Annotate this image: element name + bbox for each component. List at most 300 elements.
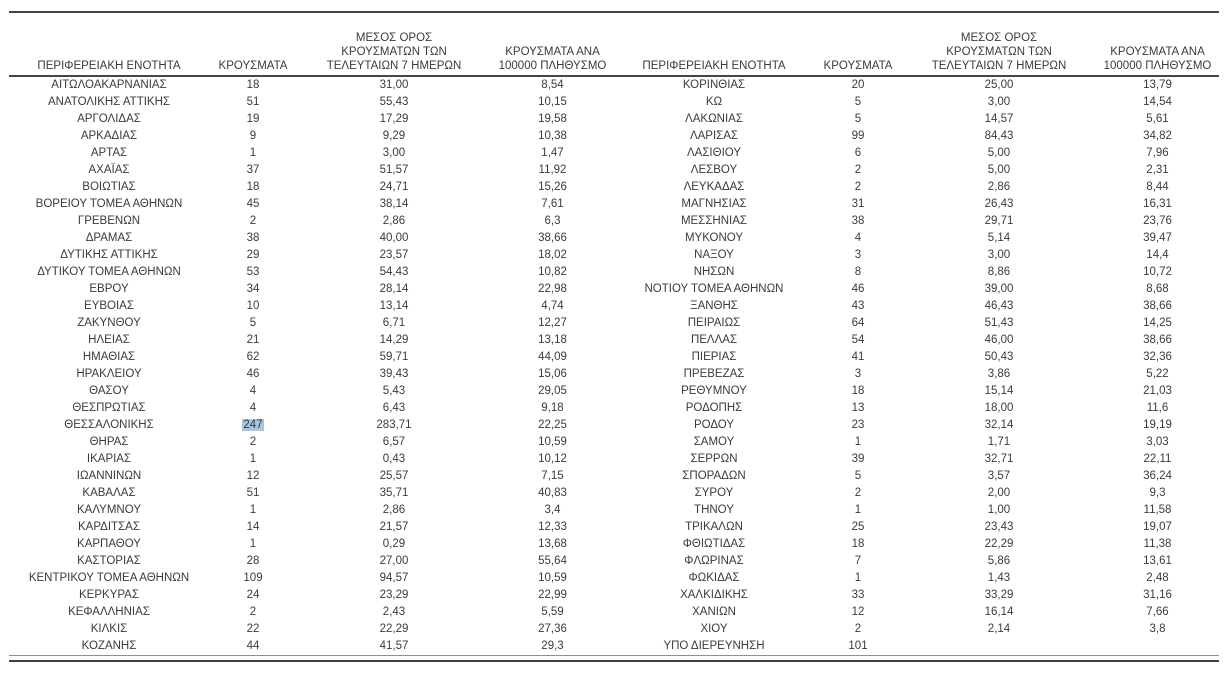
cases-cell: 18	[246, 181, 260, 193]
region-cell: ΚΙΛΚΙΣ	[90, 623, 128, 635]
avg7-cell: 8,86	[987, 266, 1011, 278]
per100k-cell: 10,12	[538, 453, 567, 465]
region-cell: ΦΘΙΩΤΙΔΑΣ	[682, 538, 746, 550]
avg7-cell: 50,43	[984, 351, 1014, 363]
region-cell: ΑΙΤΩΛΟΑΚΑΡΝΑΝΙΑΣ	[51, 79, 167, 91]
region-cell: ΛΑΡΙΣΑΣ	[689, 130, 739, 142]
per100k-cell: 2,31	[1146, 164, 1169, 176]
region-cell: ΑΡΓΟΛΙΔΑΣ	[77, 113, 141, 125]
table-row	[614, 587, 1219, 604]
per100k-cell: 1,47	[541, 147, 564, 159]
cases-cell: 41	[851, 351, 865, 363]
region-cell: ΠΙΕΡΙΑΣ	[691, 351, 737, 363]
per100k-cell: 19,07	[1143, 521, 1172, 533]
table-row	[9, 485, 614, 502]
region-cell: ΚΑΡΠΑΘΟΥ	[77, 538, 141, 550]
table-row	[614, 315, 1219, 332]
table-row	[614, 502, 1219, 519]
per100k-cell: 3,03	[1146, 436, 1169, 448]
avg7-cell: 21,57	[379, 521, 409, 533]
cases-cell: 44	[246, 640, 260, 652]
region-cell: ΚΑΣΤΟΡΙΑΣ	[77, 555, 141, 567]
region-cell: ΝΗΣΩΝ	[693, 266, 735, 278]
cases-cell: 6	[854, 147, 862, 159]
region-cell: ΙΩΑΝΝΙΝΩΝ	[76, 470, 142, 482]
per100k-cell	[1096, 638, 1219, 656]
per100k-cell: 22,99	[538, 589, 567, 601]
avg7-cell: 22,29	[379, 623, 409, 635]
table-row	[614, 281, 1219, 298]
cases-cell: 64	[851, 317, 865, 329]
regional-cases-table-right	[614, 13, 1219, 656]
per100k-cell: 9,3	[1149, 487, 1166, 499]
region-cell: ΚΟΡΙΝΘΙΑΣ	[682, 79, 746, 91]
region-cell: ΦΛΩΡΙΝΑΣ	[684, 555, 744, 567]
per100k-cell: 11,58	[1143, 504, 1172, 516]
region-cell: ΚΕΦΑΛΛΗΝΙΑΣ	[68, 606, 150, 618]
region-cell: ΣΠΟΡΑΔΩΝ	[682, 470, 746, 482]
per100k-cell: 29,3	[541, 640, 564, 652]
table-row	[9, 621, 614, 638]
avg7-cell: 41,57	[379, 640, 409, 652]
cases-cell: 51	[246, 487, 260, 499]
table-row	[9, 417, 614, 434]
cases-cell: 37	[246, 164, 260, 176]
table-row	[9, 434, 614, 451]
table-row	[9, 468, 614, 485]
per100k-cell: 10,15	[538, 96, 567, 108]
region-cell: ΛΕΥΚΑΔΑΣ	[683, 181, 745, 193]
avg7-cell: 32,71	[984, 453, 1014, 465]
cases-cell: 18	[246, 79, 260, 91]
table-header-left	[9, 13, 614, 76]
per100k-cell: 55,64	[538, 555, 567, 567]
avg7-cell: 27,00	[379, 555, 409, 567]
avg7-cell: 2,86	[382, 504, 406, 516]
avg7-cell: 1,43	[987, 572, 1011, 584]
avg7-cell: 23,29	[379, 589, 409, 601]
table-row	[614, 111, 1219, 128]
column-header-per100k: ΚΡΟΥΣΜΑΤΑ ΑΝΑ 100000 ΠΛΗΘΥΣΜΟ	[1096, 13, 1219, 76]
region-cell: ΗΛΕΙΑΣ	[88, 334, 130, 346]
cases-cell: 1	[854, 504, 862, 516]
cases-cell	[209, 417, 297, 434]
region-cell: ΝΟΤΙΟΥ ΤΟΜΕΑ ΑΘΗΝΩΝ	[644, 283, 784, 295]
per100k-cell: 4,74	[541, 300, 564, 312]
per100k-cell: 10,59	[538, 572, 567, 584]
region-cell: ΡΟΔΟΥ	[693, 419, 735, 431]
table-row	[9, 570, 614, 587]
avg7-cell: 40,00	[379, 232, 409, 244]
region-cell: ΑΡΤΑΣ	[90, 147, 128, 159]
per100k-cell: 19,58	[538, 113, 567, 125]
cases-cell: 24	[246, 589, 260, 601]
region-cell: ΘΕΣΣΑΛΟΝΙΚΗΣ	[64, 419, 154, 431]
avg7-cell: 2,43	[382, 606, 406, 618]
table-row	[614, 264, 1219, 281]
table-row	[9, 230, 614, 247]
avg7-cell: 2,00	[987, 487, 1011, 499]
avg7-cell: 17,29	[379, 113, 409, 125]
cases-cell: 29	[246, 249, 260, 261]
table-row	[9, 315, 614, 332]
per100k-cell: 22,98	[538, 283, 567, 295]
per100k-cell: 27,36	[538, 623, 567, 635]
avg7-cell: 26,43	[984, 198, 1014, 210]
table-row	[614, 76, 1219, 94]
table-row	[614, 519, 1219, 536]
table-row	[614, 536, 1219, 553]
avg7-cell: 14,29	[379, 334, 409, 346]
region-cell: ΔΥΤΙΚΗΣ ΑΤΤΙΚΗΣ	[60, 249, 158, 261]
avg7-cell: 1,71	[987, 436, 1011, 448]
regional-cases-table-sheet	[9, 11, 1219, 662]
table-row	[614, 162, 1219, 179]
region-cell: ΝΑΞΟΥ	[694, 249, 734, 261]
region-cell: ΑΝΑΤΟΛΙΚΗΣ ΑΤΤΙΚΗΣ	[47, 96, 170, 108]
region-cell: ΜΥΚΟΝΟΥ	[684, 232, 744, 244]
table-header-right	[614, 13, 1219, 76]
avg7-cell: 13,14	[379, 300, 409, 312]
per100k-cell: 13,68	[538, 538, 567, 550]
region-cell: ΜΕΣΣΗΝΙΑΣ	[680, 215, 748, 227]
avg7-cell: 3,86	[987, 368, 1011, 380]
avg7-cell: 22,29	[984, 538, 1014, 550]
cases-cell: 43	[851, 300, 865, 312]
table-row	[614, 383, 1219, 400]
avg7-cell: 283,71	[376, 419, 412, 431]
region-cell: ΖΑΚΥΝΘΟΥ	[77, 317, 141, 329]
cases-cell: 99	[851, 130, 865, 142]
table-row	[9, 179, 614, 196]
column-header-per100k: ΚΡΟΥΣΜΑΤΑ ΑΝΑ 100000 ΠΛΗΘΥΣΜΟ	[491, 13, 614, 76]
avg7-cell: 2,14	[987, 623, 1011, 635]
per100k-cell: 7,15	[541, 470, 564, 482]
per100k-cell: 11,6	[1146, 402, 1169, 414]
table-row	[9, 196, 614, 213]
per100k-cell: 22,11	[1143, 453, 1172, 465]
cases-cell: 2	[854, 487, 862, 499]
table-row	[614, 332, 1219, 349]
table-row	[9, 145, 614, 162]
column-header-avg7: ΜΕΣΟΣ ΟΡΟΣ ΚΡΟΥΣΜΑΤΩΝ ΤΩΝ ΤΕΛΕΥΤΑΙΩΝ 7 ΗΜΕΡΩΝ	[902, 13, 1096, 76]
avg7-cell: 51,43	[984, 317, 1014, 329]
per100k-cell: 13,18	[538, 334, 567, 346]
region-cell: ΛΕΣΒΟΥ	[690, 164, 738, 176]
cases-cell: 5	[854, 113, 862, 125]
table-row	[614, 298, 1219, 315]
header-row	[614, 13, 1219, 76]
cases-cell: 28	[246, 555, 260, 567]
table-row	[9, 383, 614, 400]
cases-cell: 31	[851, 198, 865, 210]
regional-cases-table-left	[9, 13, 614, 656]
per100k-cell: 5,61	[1146, 113, 1169, 125]
per100k-cell: 36,24	[1143, 470, 1172, 482]
per100k-cell: 7,96	[1146, 147, 1169, 159]
avg7-cell: 6,57	[382, 436, 406, 448]
per100k-cell: 10,82	[538, 266, 567, 278]
region-cell: ΔΡΑΜΑΣ	[85, 232, 133, 244]
region-cell: ΔΥΤΙΚΟΥ ΤΟΜΕΑ ΑΘΗΝΩΝ	[37, 266, 181, 278]
region-cell: ΘΑΣΟΥ	[89, 385, 129, 397]
region-cell: ΓΡΕΒΕΝΩΝ	[77, 215, 141, 227]
per100k-cell: 39,47	[1143, 232, 1172, 244]
table-row	[9, 298, 614, 315]
table-row	[9, 638, 614, 656]
per100k-cell: 19,19	[1143, 419, 1172, 431]
table-row	[9, 604, 614, 621]
avg7-cell: 29,71	[984, 215, 1014, 227]
table-body-right	[614, 76, 1219, 656]
avg7-cell: 59,71	[379, 351, 409, 363]
cases-cell: 33	[851, 589, 865, 601]
table-row	[614, 485, 1219, 502]
avg7-cell	[902, 638, 1096, 656]
avg7-cell: 6,43	[382, 402, 406, 414]
region-cell: ΡΟΔΟΠΗΣ	[685, 402, 743, 414]
per100k-cell: 32,36	[1143, 351, 1172, 363]
cases-cell: 12	[851, 606, 865, 618]
region-cell: ΠΡΕΒΕΖΑΣ	[683, 368, 745, 380]
region-cell: ΑΡΚΑΔΙΑΣ	[80, 130, 138, 142]
per100k-cell: 14,25	[1143, 317, 1172, 329]
cases-cell: 13	[851, 402, 865, 414]
table-row	[9, 349, 614, 366]
avg7-cell: 28,14	[379, 283, 409, 295]
avg7-cell: 5,00	[987, 147, 1011, 159]
avg7-cell: 16,14	[984, 606, 1014, 618]
cases-cell: 2	[854, 164, 862, 176]
table-row	[9, 281, 614, 298]
region-cell: ΦΩΚΙΔΑΣ	[688, 572, 740, 584]
region-cell: ΚΕΝΤΡΙΚΟΥ ΤΟΜΕΑ ΑΘΗΝΩΝ	[28, 572, 190, 584]
region-cell: ΚΩ	[705, 96, 723, 108]
cases-cell: 9	[249, 130, 257, 142]
region-cell: ΙΚΑΡΙΑΣ	[86, 453, 132, 465]
per100k-cell: 38,66	[1143, 300, 1172, 312]
cases-cell: 14	[246, 521, 260, 533]
table-row	[9, 128, 614, 145]
table-row	[9, 400, 614, 417]
cases-cell: 2	[249, 215, 257, 227]
region-cell: ΕΒΡΟΥ	[89, 283, 129, 295]
region-cell: ΛΑΚΩΝΙΑΣ	[685, 113, 743, 125]
cases-cell: 4	[854, 232, 862, 244]
cases-cell: 5	[854, 470, 862, 482]
table-row	[614, 247, 1219, 264]
region-cell: ΧΙΟΥ	[700, 623, 728, 635]
avg7-cell: 3,00	[987, 249, 1011, 261]
region-cell: ΘΗΡΑΣ	[89, 436, 129, 448]
avg7-cell: 39,43	[379, 368, 409, 380]
avg7-cell: 25,00	[984, 79, 1014, 91]
cases-cell: 8	[854, 266, 862, 278]
region-cell: ΠΕΙΡΑΙΩΣ	[687, 317, 741, 329]
per100k-cell: 5,22	[1146, 368, 1169, 380]
per100k-cell: 22,25	[538, 419, 567, 431]
avg7-cell: 33,29	[984, 589, 1014, 601]
table-row	[9, 519, 614, 536]
region-cell: ΣΕΡΡΩΝ	[690, 453, 738, 465]
region-cell: ΗΡΑΚΛΕΙΟΥ	[76, 368, 142, 380]
per100k-cell: 2,48	[1146, 572, 1169, 584]
per100k-cell: 12,33	[538, 521, 567, 533]
table-row	[9, 213, 614, 230]
table-row	[614, 468, 1219, 485]
avg7-cell: 84,43	[984, 130, 1014, 142]
table-row	[614, 366, 1219, 383]
region-cell: ΛΑΣΙΘΙΟΥ	[686, 147, 742, 159]
cases-cell: 1	[249, 538, 257, 550]
table-row	[9, 162, 614, 179]
cases-cell: 4	[249, 402, 257, 414]
cases-cell: 7	[854, 555, 862, 567]
per100k-cell: 15,26	[538, 181, 567, 193]
avg7-cell: 15,14	[984, 385, 1014, 397]
region-cell: ΚΕΡΚΥΡΑΣ	[79, 589, 139, 601]
table-row	[9, 536, 614, 553]
region-cell: ΧΑΛΚΙΔΙΚΗΣ	[680, 589, 748, 601]
table-row	[614, 417, 1219, 434]
cases-cell: 25	[851, 521, 865, 533]
region-cell: ΠΕΛΛΑΣ	[690, 334, 738, 346]
table-row	[614, 604, 1219, 621]
cases-cell: 39	[851, 453, 865, 465]
column-header-region: ΠΕΡΙΦΕΡΕΙΑΚΗ ΕΝΟΤΗΤΑ	[9, 13, 209, 76]
avg7-cell: 31,00	[379, 79, 409, 91]
per100k-cell: 13,61	[1143, 555, 1172, 567]
cases-cell: 3	[854, 368, 862, 380]
region-cell: ΥΠΟ ΔΙΕΡΕΥΝΗΣΗ	[663, 640, 765, 652]
per100k-cell: 9,18	[541, 402, 564, 414]
cases-cell: 22	[246, 623, 260, 635]
table-row	[614, 128, 1219, 145]
region-cell: ΚΑΒΑΛΑΣ	[82, 487, 136, 499]
table-row	[9, 94, 614, 111]
avg7-cell: 39,00	[984, 283, 1014, 295]
table-row	[9, 264, 614, 281]
per100k-cell: 5,59	[541, 606, 564, 618]
per100k-cell: 11,38	[1143, 538, 1172, 550]
region-cell: ΤΡΙΚΑΛΩΝ	[685, 521, 743, 533]
per100k-cell: 38,66	[538, 232, 567, 244]
avg7-cell: 5,00	[987, 164, 1011, 176]
table-row	[614, 638, 1219, 656]
per100k-cell: 44,09	[538, 351, 567, 363]
avg7-cell: 9,29	[382, 130, 406, 142]
avg7-cell: 23,43	[984, 521, 1014, 533]
cases-cell: 10	[246, 300, 260, 312]
avg7-cell: 23,57	[379, 249, 409, 261]
avg7-cell: 24,71	[379, 181, 409, 193]
cases-cell: 46	[851, 283, 865, 295]
cases-cell: 19	[246, 113, 260, 125]
per100k-cell: 31,16	[1143, 589, 1172, 601]
region-cell: ΒΟΡΕΙΟΥ ΤΟΜΕΑ ΑΘΗΝΩΝ	[35, 198, 183, 210]
cases-cell: 21	[246, 334, 260, 346]
per100k-cell: 38,66	[1143, 334, 1172, 346]
region-cell: ΚΑΛΥΜΝΟΥ	[77, 504, 141, 516]
per100k-cell: 23,76	[1143, 215, 1172, 227]
cases-cell: 12	[246, 470, 260, 482]
table-row	[9, 502, 614, 519]
region-cell: ΣΑΜΟΥ	[693, 436, 735, 448]
avg7-cell: 51,57	[379, 164, 409, 176]
region-cell: ΣΥΡΟΥ	[694, 487, 734, 499]
per100k-cell: 18,02	[538, 249, 567, 261]
cases-cell: 53	[246, 266, 260, 278]
table-row	[614, 570, 1219, 587]
table-row	[9, 76, 614, 94]
avg7-cell: 55,43	[379, 96, 409, 108]
per100k-cell: 3,8	[1149, 623, 1166, 635]
avg7-cell: 46,43	[984, 300, 1014, 312]
table-row	[614, 434, 1219, 451]
per100k-cell: 14,4	[1146, 249, 1169, 261]
per100k-cell: 8,68	[1146, 283, 1169, 295]
cases-cell: 5	[854, 96, 862, 108]
avg7-cell: 5,14	[987, 232, 1011, 244]
column-header-region: ΠΕΡΙΦΕΡΕΙΑΚΗ ΕΝΟΤΗΤΑ	[614, 13, 814, 76]
column-header-avg7: ΜΕΣΟΣ ΟΡΟΣ ΚΡΟΥΣΜΑΤΩΝ ΤΩΝ ΤΕΛΕΥΤΑΙΩΝ 7 ΗΜΕΡΩΝ	[297, 13, 491, 76]
per100k-cell: 16,31	[1143, 198, 1172, 210]
cases-cell: 5	[249, 317, 257, 329]
per100k-cell: 3,4	[544, 504, 561, 516]
region-cell: ΚΑΡΔΙΤΣΑΣ	[78, 521, 140, 533]
table-row	[9, 553, 614, 570]
avg7-cell: 1,00	[987, 504, 1011, 516]
region-cell: ΑΧΑΪΑΣ	[88, 164, 130, 176]
cases-cell: 109	[243, 572, 263, 584]
table-row	[614, 621, 1219, 638]
cases-cell: 1	[854, 436, 862, 448]
avg7-cell: 0,43	[382, 453, 406, 465]
cases-cell: 38	[851, 215, 865, 227]
avg7-cell: 14,57	[984, 113, 1014, 125]
table-row	[614, 213, 1219, 230]
per100k-cell: 15,06	[538, 368, 567, 380]
table-row	[614, 145, 1219, 162]
cases-cell: 20	[851, 79, 865, 91]
avg7-cell: 5,43	[382, 385, 406, 397]
cases-cell: 51	[246, 96, 260, 108]
cases-cell: 2	[854, 623, 862, 635]
region-cell: ΜΑΓΝΗΣΙΑΣ	[681, 198, 747, 210]
tables-container	[9, 13, 1219, 662]
table-row	[614, 179, 1219, 196]
per100k-cell: 10,38	[538, 130, 567, 142]
cases-cell: 1	[854, 572, 862, 584]
table-row	[9, 247, 614, 264]
avg7-cell: 3,00	[382, 147, 406, 159]
per100k-cell: 21,03	[1143, 385, 1172, 397]
cases-cell: 1	[249, 147, 257, 159]
column-header-cases: ΚΡΟΥΣΜΑΤΑ	[209, 13, 297, 76]
per100k-cell: 14,54	[1143, 96, 1172, 108]
table-row	[614, 94, 1219, 111]
cases-cell: 46	[246, 368, 260, 380]
avg7-cell: 94,57	[379, 572, 409, 584]
per100k-cell: 13,79	[1143, 79, 1172, 91]
per100k-cell: 40,83	[538, 487, 567, 499]
cases-cell: 18	[851, 538, 865, 550]
table-body-left	[9, 76, 614, 656]
per100k-cell: 11,92	[538, 164, 567, 176]
per100k-cell: 29,05	[538, 385, 567, 397]
avg7-cell: 2,86	[987, 181, 1011, 193]
cases-cell: 3	[854, 249, 862, 261]
